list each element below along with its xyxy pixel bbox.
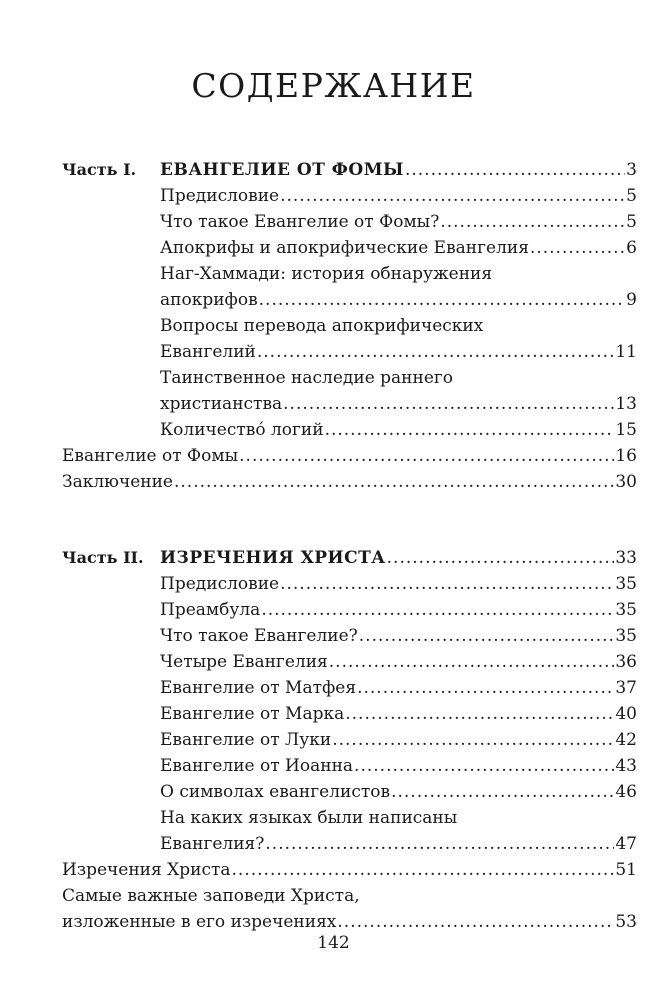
page-title: СОДЕРЖАНИЕ (191, 66, 476, 105)
dot-leader (265, 833, 614, 855)
dot-leader (283, 393, 614, 415)
page-ref: 3 (626, 160, 637, 180)
dot-leader (387, 547, 615, 569)
toc-entry-text-line1: Вопросы перевода апокрифических (160, 316, 484, 336)
toc-entry[interactable] (160, 393, 637, 415)
toc-entry[interactable] (160, 755, 637, 777)
toc-entry-text: Предисловие (160, 186, 280, 206)
dot-leader (359, 625, 615, 647)
dot-leader (280, 573, 614, 595)
toc-entry-text: Заключение (62, 472, 173, 492)
dot-leader (329, 651, 615, 673)
toc-entry[interactable] (160, 677, 637, 699)
toc-entry-text-line1: На каких языках были написаны (160, 808, 458, 828)
dot-leader (325, 419, 615, 441)
toc-entry-text: О символах евангелистов (160, 782, 391, 802)
toc-entry[interactable] (160, 185, 637, 207)
toc-entry-text: Что такое Евангелие? (160, 626, 358, 646)
toc-entry[interactable] (62, 471, 637, 493)
toc-entry-text: Четыре Евангелия (160, 652, 328, 672)
page-ref: 53 (615, 912, 637, 932)
page-ref: 16 (615, 446, 637, 466)
toc-entry[interactable] (160, 237, 637, 259)
toc-entry[interactable] (160, 599, 637, 621)
toc-entry-text: Изречения Христа (62, 860, 231, 880)
toc-entry[interactable] (160, 341, 637, 363)
toc-entry-text: Евангелие от Луки (160, 730, 332, 750)
toc-entry-part1-heading[interactable] (160, 159, 637, 181)
toc-entry[interactable] (62, 911, 637, 933)
dot-leader (259, 289, 626, 311)
toc-entry-text: Евангелий (160, 342, 256, 362)
toc-entry[interactable] (160, 289, 637, 311)
toc-entry[interactable] (62, 859, 637, 881)
dot-leader (332, 729, 614, 751)
part2-heading: ИЗРЕЧЕНИЯ ХРИСТА (160, 548, 386, 568)
dot-leader (232, 859, 615, 881)
toc-entry-text: Преамбула (160, 600, 261, 620)
page-ref: 13 (615, 394, 637, 414)
page-number: 142 (317, 933, 350, 953)
toc-entry[interactable] (160, 833, 637, 855)
toc-entry[interactable] (160, 211, 637, 233)
toc-entry[interactable] (62, 445, 637, 467)
toc-entry[interactable] (160, 729, 637, 751)
page-ref: 42 (615, 730, 637, 750)
dot-leader (440, 211, 625, 233)
page-ref: 40 (615, 704, 637, 724)
dot-leader (280, 185, 625, 207)
page-ref: 35 (615, 574, 637, 594)
dot-leader (405, 159, 625, 181)
part1-heading: ЕВАНГЕЛИЕ ОТ ФОМЫ (160, 160, 404, 180)
toc-entry-text: Евангелие от Марка (160, 704, 345, 724)
dot-leader (345, 703, 614, 725)
page-ref: 36 (615, 652, 637, 672)
dot-leader (239, 445, 614, 467)
page-ref: 9 (626, 290, 637, 310)
toc-entry-part2-heading[interactable] (160, 547, 637, 569)
page-ref: 35 (615, 626, 637, 646)
toc-entry-text: Евангелия? (160, 834, 265, 854)
dot-leader (174, 471, 614, 493)
page-ref: 35 (615, 600, 637, 620)
toc-entry-text: Евангелие от Иоанна (160, 756, 354, 776)
page-ref: 11 (615, 342, 637, 362)
dot-leader (530, 237, 625, 259)
toc-entry[interactable] (160, 419, 637, 441)
toc-entry-text: апокрифов (160, 290, 258, 310)
dot-leader (337, 911, 614, 933)
page-ref: 47 (615, 834, 637, 854)
toc-entry-text-line1: Наг-Хаммади: история обнаружения (160, 264, 493, 284)
dot-leader (261, 599, 614, 621)
toc-entry[interactable] (160, 573, 637, 595)
dot-leader (391, 781, 614, 803)
toc-entry-text: Евангелие от Матфея (160, 678, 357, 698)
toc-entry-text: Что такое Евангелие от Фомы? (160, 212, 440, 232)
page-ref: 5 (626, 212, 637, 232)
dot-leader (257, 341, 614, 363)
page-ref: 5 (626, 186, 637, 206)
toc-entry[interactable] (160, 703, 637, 725)
toc-entry[interactable] (160, 625, 637, 647)
toc-entry-text: Евангелие от Фомы (62, 446, 239, 466)
page-ref: 33 (615, 548, 637, 568)
toc-entry-text: Количество́ логий (160, 420, 324, 440)
page-ref: 51 (615, 860, 637, 880)
page-ref: 43 (615, 756, 637, 776)
dot-leader (357, 677, 614, 699)
page-ref: 37 (615, 678, 637, 698)
toc-entry-text: Апокрифы и апокрифические Евангелия (160, 238, 529, 258)
toc-entry-text-line1: Таинственное наследие раннего (160, 368, 454, 388)
part1-label: Часть I. (62, 160, 137, 179)
page-ref: 46 (615, 782, 637, 802)
page-ref: 30 (615, 472, 637, 492)
page-ref: 6 (626, 238, 637, 258)
toc-entry[interactable] (160, 781, 637, 803)
toc-entry[interactable] (160, 651, 637, 673)
page-ref: 15 (615, 420, 637, 440)
toc-entry-text: христианства (160, 394, 283, 414)
dot-leader (354, 755, 614, 777)
part2-label: Часть II. (62, 548, 144, 567)
toc-entry-text: Предисловие (160, 574, 280, 594)
toc-entry-text-line1: Самые важные заповеди Христа, (62, 886, 360, 906)
toc-entry-text: изложенные в его изречениях (62, 912, 337, 932)
